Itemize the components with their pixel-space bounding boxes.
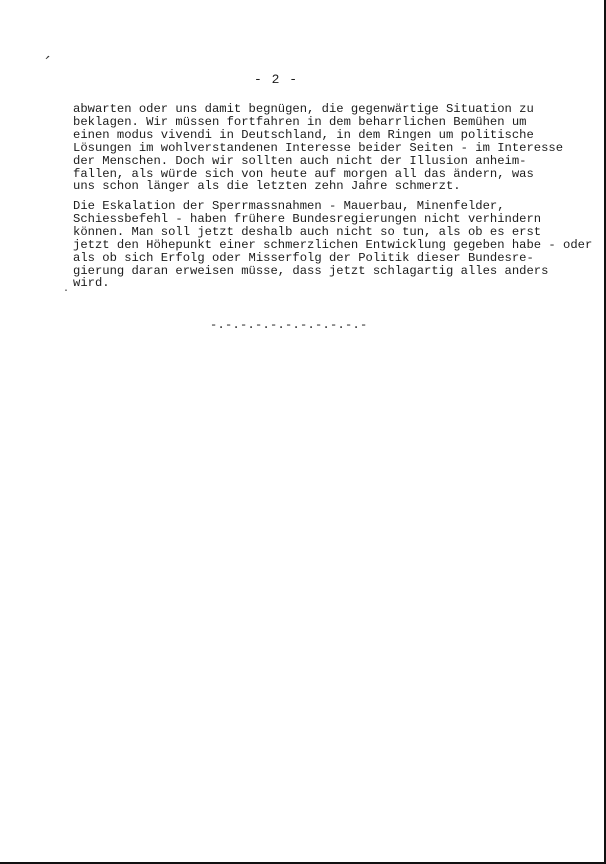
paragraph-2: Die Eskalation der Sperrmassnahmen - Mauerbau, Minenfelder, Schiessbefehl - haben frühere Bundesregierungen nicht verhindern können. Man soll jetzt deshalb auch nicht so tun, als ob es erst jetzt den Höhepunkt einer schmerzlichen Entwicklung gegeben habe - oder als ob sich Erfolg oder Misserfolg der Politik dieser Bundesre- gierung daran erweisen müsse, dass jetzt schlagartig alles anders wird. — [73, 199, 593, 291]
section-separator: -.-.-.-.-.-.-.-.-.-.- — [210, 318, 368, 332]
stray-dot: · — [63, 286, 70, 297]
page-number: - 2 - — [254, 72, 299, 87]
stray-mark: , — [43, 47, 56, 63]
paragraph-1: abwarten oder uns damit begnügen, die gegenwärtige Situation zu beklagen. Wir müssen fortfahren in dem beharrlichen Bemühen um einen modus vivendi in Deutschland, in dem Ringen um politische Lösungen im wohlverstandenen Interesse beider Seiten - im Interesse der Menschen. Doch wir sollten auch nicht der Illusion anheim- fallen, als würde sich von heute auf morgen all das ändern, was uns schon länger als die letzten zehn Jahre schmerzt. — [73, 102, 564, 194]
